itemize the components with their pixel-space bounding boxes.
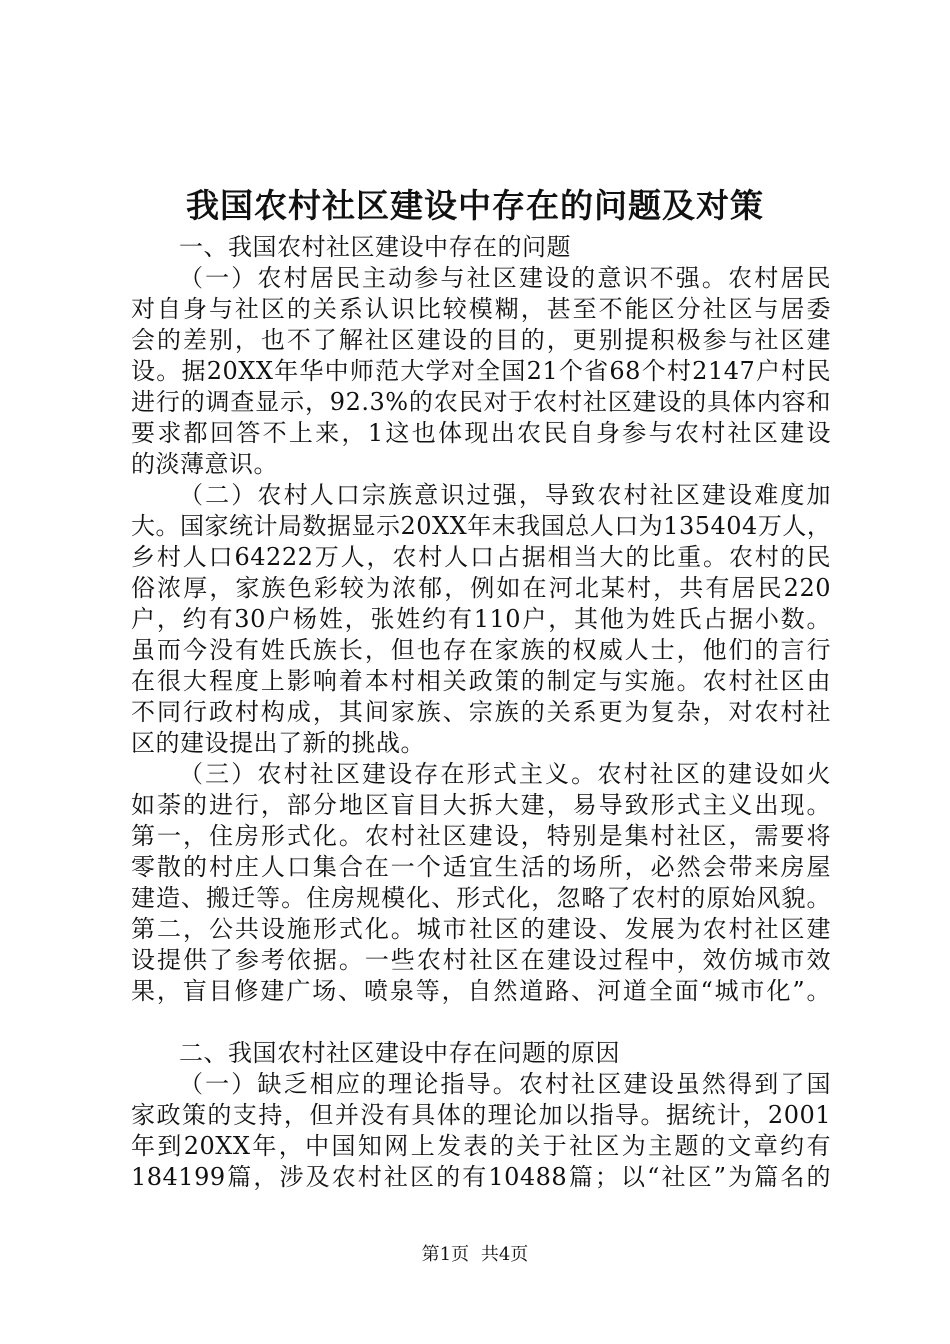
text-line: 设。据20XX年华中师范大学对全国21个省68个村2147户村民 <box>131 357 831 385</box>
text-line: 在很大程度上影响着本村相关政策的制定与实施。农村社区由 <box>131 667 831 695</box>
text-line: 区的建设提出了新的挑战。 <box>131 729 425 757</box>
text-line: 建造、搬迁等。住房规模化、形式化，忽略了农村的原始风貌。 <box>131 884 831 912</box>
text-line: 第一，住房形式化。农村社区建设，特别是集村社区，需要将 <box>131 822 831 850</box>
text-line: （一）农村居民主动参与社区建设的意识不强。农村居民 <box>179 264 831 292</box>
text-line: 果，盲目修建广场、喷泉等，自然道路、河道全面“城市化”。 <box>131 977 831 1005</box>
text-line: 要求都回答不上来，1这也体现出农民自身参与农村社区建设 <box>131 419 831 447</box>
text-line: 第二，公共设施形式化。城市社区的建设、发展为农村社区建 <box>131 915 831 943</box>
text-line: 家政策的支持，但并没有具体的理论加以指导。据统计，2001 <box>131 1101 831 1129</box>
text-line: 零散的村庄人口集合在一个适宜生活的场所，必然会带来房屋 <box>131 853 831 881</box>
text-line: （一）缺乏相应的理论指导。农村社区建设虽然得到了国 <box>179 1070 831 1098</box>
page-footer <box>0 1243 950 1267</box>
text-line: 大。国家统计局数据显示20XX年末我国总人口为135404万人， <box>131 512 832 540</box>
section-heading: 二、我国农村社区建设中存在问题的原因 <box>179 1039 620 1067</box>
text-line: 进行的调查显示，92.3%的农民对于农村社区建设的具体内容和 <box>131 388 831 416</box>
text-line: 如荼的进行，部分地区盲目大拆大建，易导致形式主义出现。 <box>131 791 831 819</box>
text-line: 设提供了参考依据。一些农村社区在建设过程中，效仿城市效 <box>131 946 831 974</box>
text-line: 对自身与社区的关系认识比较模糊，甚至不能区分社区与居委 <box>131 295 831 323</box>
text-line: 的淡薄意识。 <box>131 450 278 478</box>
text-line: 不同行政村构成，其间家族、宗族的关系更为复杂，对农村社 <box>131 698 831 726</box>
page-number: 第1页 <box>421 1244 470 1265</box>
text-line: 会的差别，也不了解社区建设的目的，更别提积极参与社区建 <box>131 326 831 354</box>
document-body <box>131 232 831 1193</box>
section-heading: 一、我国农村社区建设中存在的问题 <box>179 233 571 261</box>
text-line: 户，约有30户杨姓，张姓约有110户，其他为姓氏占据小数。 <box>131 605 831 633</box>
text-line: 俗浓厚，家族色彩较为浓郁，例如在河北某村，共有居民220 <box>131 574 831 602</box>
paragraph-gap <box>131 1007 831 1038</box>
text-line: （三）农村社区建设存在形式主义。农村社区的建设如火 <box>179 760 831 788</box>
text-line: 年到20XX年，中国知网上发表的关于社区为主题的文章约有 <box>131 1132 831 1160</box>
page-total: 共4页 <box>480 1244 529 1265</box>
text-line: 184199篇，涉及农村社区的有10488篇；以“社区”为篇名的 <box>131 1163 831 1191</box>
text-line: 乡村人口64222万人，农村人口占据相当大的比重。农村的民 <box>131 543 831 571</box>
document-title: 我国农村社区建设中存在的问题及对策 <box>186 186 764 225</box>
text-line: 虽而今没有姓氏族长，但也存在家族的权威人士，他们的言行 <box>131 636 831 664</box>
text-line: （二）农村人口宗族意识过强，导致农村社区建设难度加 <box>179 481 831 509</box>
